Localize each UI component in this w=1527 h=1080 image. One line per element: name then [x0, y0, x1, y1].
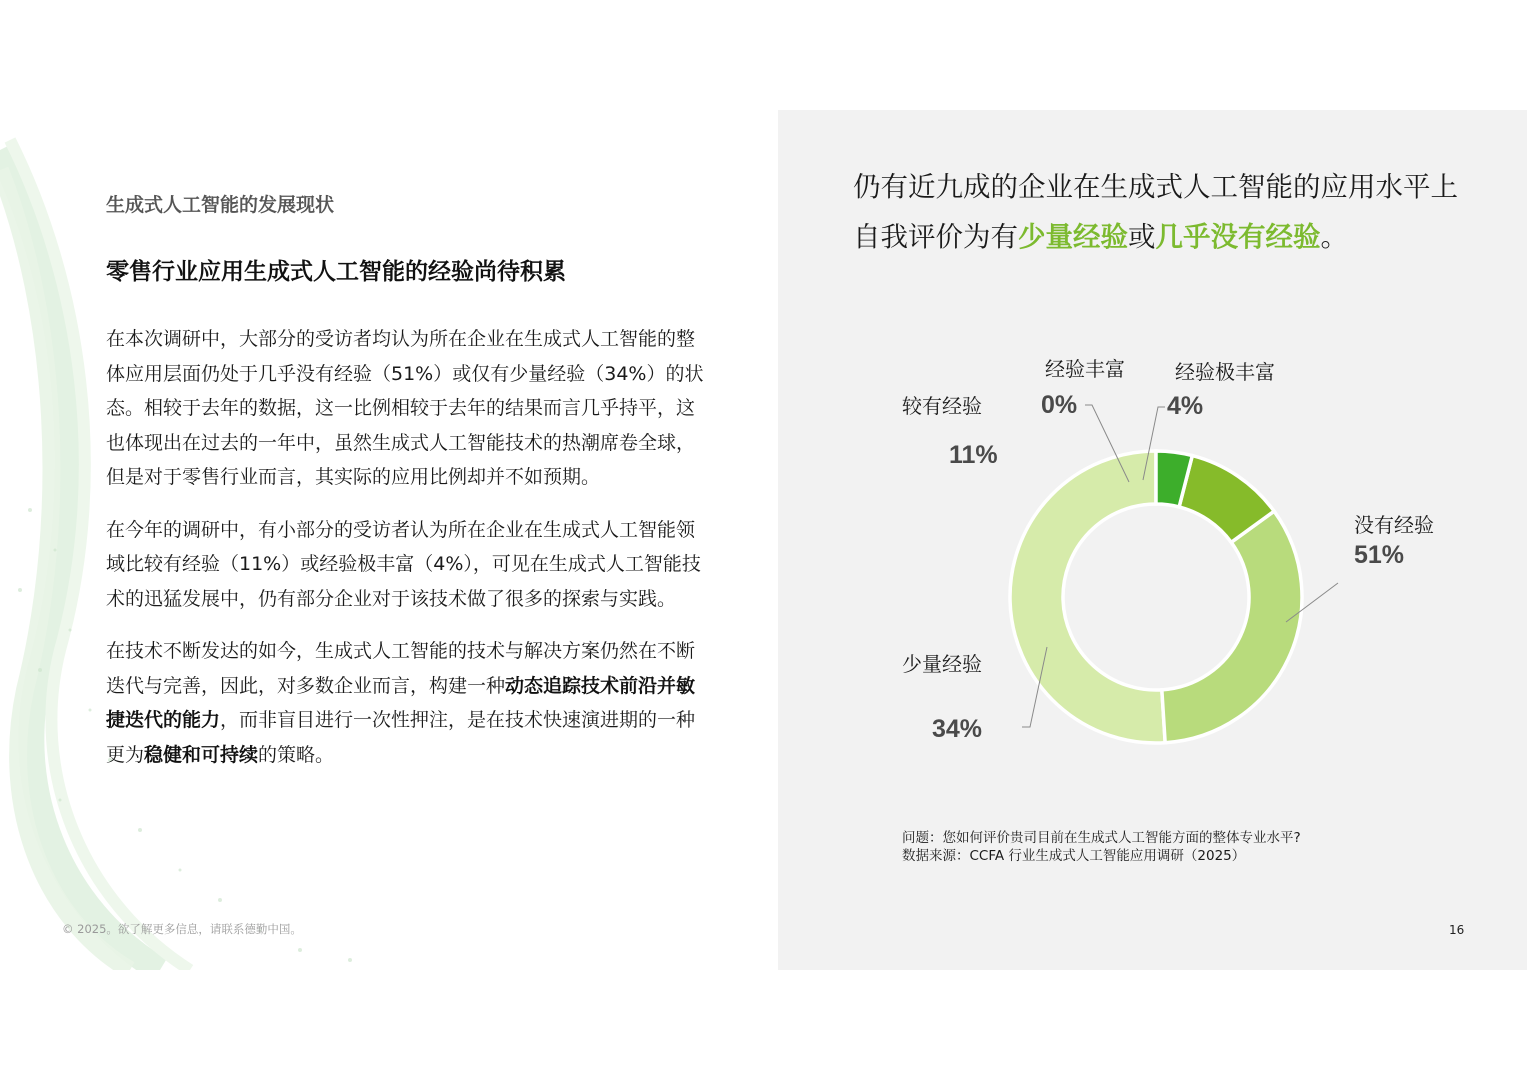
paragraph-3-bold-1: 动态追踪技术前沿并敏捷迭代的能力 [106, 674, 696, 731]
donut-chart [778, 110, 1527, 810]
slice-label-1: 少量经验 [902, 652, 982, 676]
slice-label-2: 较有经验 [902, 394, 982, 418]
page-number: 16 [1449, 923, 1465, 937]
slice-value-0: 51% [1354, 541, 1405, 569]
slice-value-2: 11% [949, 441, 998, 469]
slice-label-4: 经验极丰富 [1175, 360, 1275, 384]
chart-title-text-2: 或 [1128, 221, 1156, 253]
paragraph-3-text-2: ，而非盲目进行一次性押注，是在技术快速演进期的一种更为 [106, 709, 696, 766]
paragraph-2: 在今年的调研中，有小部分的受访者认为所在企业在生成式人工智能领域比较有经验（11%）或经验极丰富（4%），可见在生成式人工智能技术的迅猛发展中，仍有部分企业对于该技术做了很多的探索与实践。 [106, 518, 701, 610]
chart-title-text-3: 。 [1320, 221, 1348, 253]
slice-label-0: 没有经验 [1354, 513, 1434, 537]
donut-slice-1 [1162, 511, 1302, 743]
chart-title-text-1: 仍有近九成的企业在生成式人工智能的应用水平上自我评价为有 [853, 171, 1458, 253]
survey-question: 问题：您如何评价贵司目前在生成式人工智能方面的整体专业水平? [902, 830, 1301, 846]
paragraph-1: 在本次调研中，大部分的受访者均认为所在企业在生成式人工智能的整体应用层面仍处于几乎没有经验（51%）或仅有少量经验（34%）的状态。相较于去年的数据，这一比例相较于去年的结果而言几乎持平，这也体现出在过去的一年中，虽然生成式人工智能技术的热潮席卷全球，但是对于零售行业而言，其实际的应用比例却并不如预期。 [106, 328, 704, 488]
left-column [106, 190, 706, 772]
page-heading: 零售行业应用生成式人工智能的经验尚待积累 [106, 259, 566, 285]
section-eyebrow: 生成式人工智能的发展现状 [106, 194, 335, 216]
paragraph-3 [106, 634, 706, 772]
paragraph-3-text-1: 在技术不断发达的如今，生成式人工智能的技术与解决方案仍然在不断迭代与完善，因此，对多数企业而言，构建一种 [106, 640, 696, 697]
paragraph-3-bold-2: 稳健和可持续 [144, 743, 259, 766]
slice-value-1: 34% [932, 715, 983, 743]
copyright-footer: © 2025。欲了解更多信息，请联系德勤中国。 [62, 922, 302, 936]
chart-note [902, 829, 1301, 865]
chart-panel [778, 110, 1527, 970]
slice-value-3: 0% [1041, 391, 1078, 419]
paragraph-3-text-3: 的策略。 [258, 743, 335, 766]
slice-value-4: 4% [1167, 392, 1204, 420]
chart-title-highlight-1: 少量经验 [1018, 221, 1128, 253]
data-source: 数据来源：CCFA 行业生成式人工智能应用调研（2025） [902, 848, 1246, 864]
chart-title-highlight-2: 几乎没有经验 [1155, 221, 1321, 253]
slice-label-3: 经验丰富 [1045, 357, 1125, 381]
donut-slice-0 [1010, 451, 1165, 743]
